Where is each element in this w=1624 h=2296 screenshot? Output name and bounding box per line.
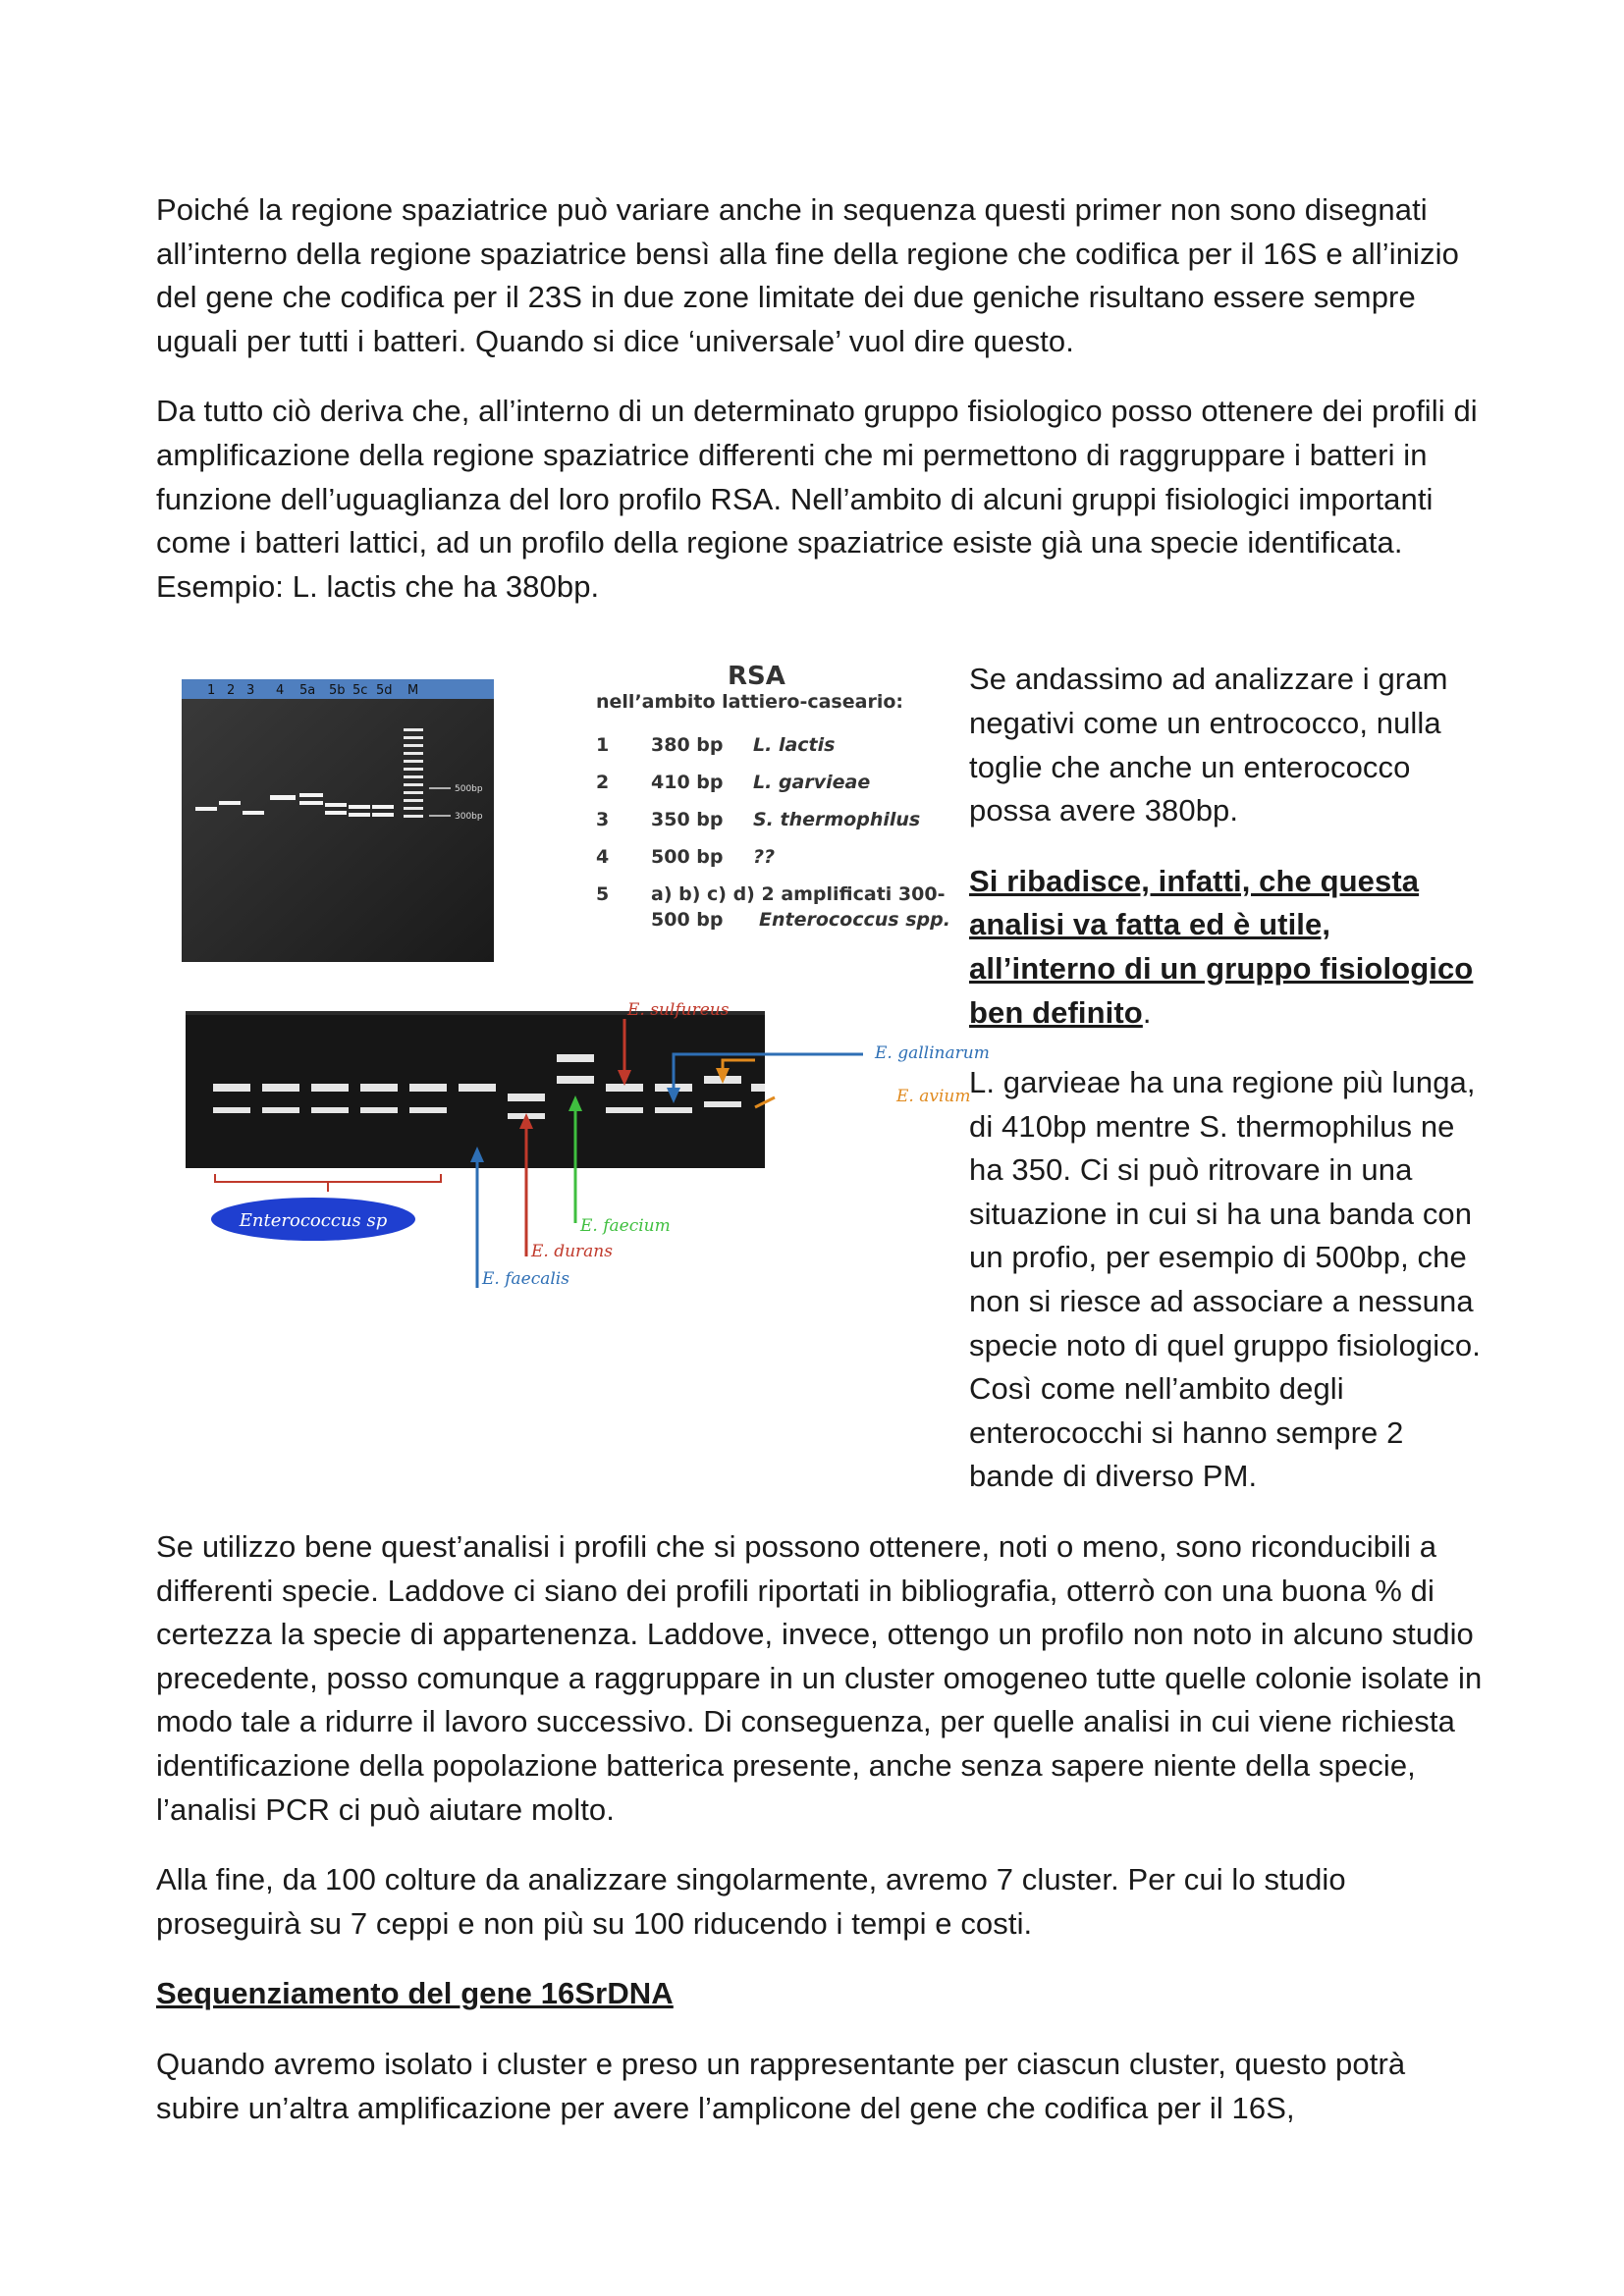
agarose-gel-image-1 <box>182 679 494 962</box>
side-paragraph-3: L. garvieae ha una regione più lunga, di 410bp mentre S. thermophilus ne ha 350. Ci si può ritrovare in una situazione in cui si ha una banda con un profio, per esempio di 500bp, che non si riesce ad associare a nessuna specie noto di quel gruppo fisiologico. Così come nell’ambito degli enterococchi si hanno sempre 2 bande di diverso PM. <box>969 1065 1481 1494</box>
side-paragraph-1: Se andassimo ad analizzare i gram negativi come un entrococco, nulla toglie che anche un enterococco possa avere 380bp. <box>969 662 1448 828</box>
rsa-title: RSA <box>728 662 785 692</box>
rsa-row-number: 3 <box>596 809 610 831</box>
rsa-subtitle: nell’ambito lattiero-caseario: <box>596 691 903 714</box>
e-faecium-label: E. faecium <box>580 1216 671 1237</box>
lane-label: 1 <box>207 683 216 699</box>
rsa-row-bp: 350 bp <box>651 809 724 831</box>
lane-label: 4 <box>276 683 285 699</box>
lane-label: 2 <box>227 683 236 699</box>
paragraph-1: Poiché la regione spaziatrice può variare anche in sequenza questi primer non sono disegnati all’interno della regione spaziatrice bensì alla fine della regione che codifica per il 16S e all’inizio del gene che codifica per il 23S in due zone limitate dei due geniche risultano essere sempre uguali per tutti i batteri. Quando si dice ‘universale’ vuol dire questo. <box>156 192 1459 358</box>
marker-500-label: 500bp <box>455 784 483 795</box>
rsa-row <box>596 809 920 830</box>
agarose-gel-image-2 <box>186 999 990 1294</box>
enterococcus-sp-label: Enterococcus sp <box>239 1210 388 1232</box>
rsa-row5-a: a) b) c) d) 2 amplificati 300- <box>651 883 946 906</box>
e-avium-label: E. avium <box>896 1087 971 1107</box>
side-paragraph-2-tail: . <box>1142 994 1152 1030</box>
rsa-row <box>596 846 775 868</box>
rsa-figure <box>156 658 990 1517</box>
lane-label: 5d <box>376 683 393 699</box>
rsa-row: 5 a) b) c) d) 2 amplificati 300- <box>596 883 946 906</box>
paragraph-5: Alla fine, da 100 colture da analizzare singolarmente, avremo 7 cluster. Per cui lo studio proseguirà su 7 ceppi e non più su 100 riducendo i tempi e costi. <box>156 1862 1346 1941</box>
document-page <box>156 188 1484 2157</box>
paragraph-6: Quando avremo isolato i cluster e preso un rappresentante per ciascun cluster, questo potrà subire un’altra amplificazione per avere l’amplicone del gene che codifica per il 16S, <box>156 2046 1406 2125</box>
rsa-row5-species: Enterococcus spp. <box>759 909 950 932</box>
rsa-row-species: L. lactis <box>753 734 836 757</box>
marker-300-label: 300bp <box>455 812 483 823</box>
rsa-row-number: 1 <box>596 734 610 757</box>
lane-label: M <box>407 683 419 699</box>
e-sulfureus-label: E. sulfureus <box>627 1000 730 1021</box>
side-paragraph-2-underlined: Si ribadisce, infatti, che questa analisi va fatta ed è utile, all’interno di un gruppo fisiologico ben definito <box>969 863 1474 1030</box>
rsa-row-bp: 380 bp <box>651 734 724 757</box>
paragraph-4: Se utilizzo bene quest’analisi i profili che si possono ottenere, noti o meno, sono riconducibili a differenti specie. Laddove ci siano dei profili riportati in bibliografia, otterrò con una buona % di certezza la specie di appartenenza. Laddove, invece, ottengo un profilo non noto in alcuno studio precedente, posso comunque a raggruppare in un cluster omogeneo tutte quelle colonie isolate in modo tale a ridurre il lavoro successivo. Di conseguenza, per quelle analisi in cui viene richiesta identificazione della popolazione batterica presente, anche senza sapere niente della specie, l’analisi PCR ci può aiutare molto. <box>156 1529 1483 1827</box>
rsa-row-species: ?? <box>753 846 776 869</box>
section-heading: Sequenziamento del gene 16SrDNA <box>156 1976 674 2011</box>
e-faecalis-label: E. faecalis <box>482 1269 569 1290</box>
rsa-row <box>596 772 870 793</box>
rsa-row-species: S. thermophilus <box>753 809 921 831</box>
e-durans-label: E. durans <box>531 1242 613 1262</box>
rsa-row5-b: 500 bp <box>651 909 724 932</box>
rsa-row-number: 2 <box>596 772 610 794</box>
e-gallinarum-label: E. gallinarum <box>875 1043 990 1064</box>
paragraph-2: Da tutto ciò deriva che, all’interno di un determinato gruppo fisiologico posso ottenere dei profili di amplificazione della regione spaziatrice differenti che mi permettono di raggruppare i batteri in funzione dell’uguaglianza del loro profilo RSA. Nell’ambito di alcuni gruppi fisiologici importanti come i batteri lattici, ad un profilo della regione spaziatrice esiste già una specie identificata. Esempio: L. lactis che ha 380bp. <box>156 394 1478 604</box>
rsa-row <box>596 734 835 756</box>
rsa-row <box>651 909 950 931</box>
rsa-row-bp: 410 bp <box>651 772 724 794</box>
rsa-row-number: 4 <box>596 846 610 869</box>
rsa-row-species: L. garvieae <box>753 772 871 794</box>
lane-label: 5c <box>352 683 368 699</box>
lane-label: 5b <box>329 683 346 699</box>
lane-label: 3 <box>246 683 255 699</box>
rsa-row-bp: 500 bp <box>651 846 724 869</box>
lane-label: 5a <box>299 683 316 699</box>
